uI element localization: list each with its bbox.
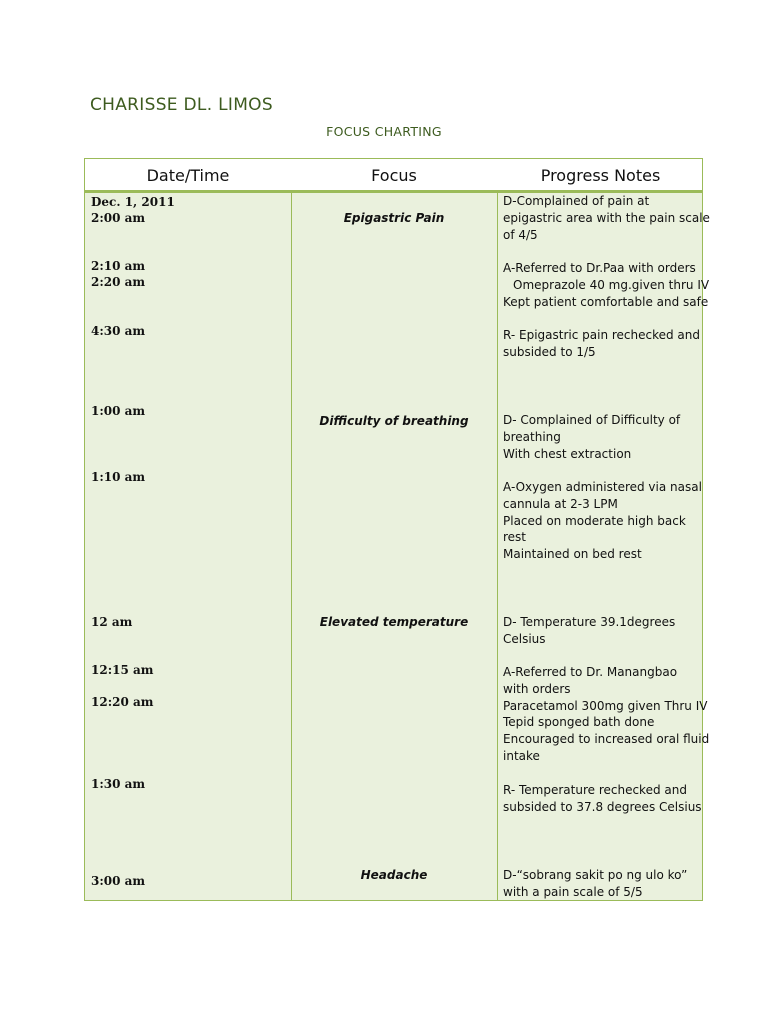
note-line: with orders [503, 681, 571, 696]
note-line: With chest extraction [503, 446, 632, 461]
column-divider [497, 159, 498, 900]
progress-note [503, 193, 710, 243]
table-header [85, 159, 702, 193]
time-cell: 2:00 am [91, 211, 146, 225]
document-title: FOCUS CHARTING [326, 124, 442, 139]
focus-cell: Epigastric Pain [343, 211, 445, 225]
time-cell: 1:00 am [91, 404, 146, 418]
note-line: A-Oxygen administered via nasal [503, 480, 702, 494]
note-line: Tepid sponged bath done [503, 715, 655, 730]
note-line: Celsius [503, 631, 546, 646]
progress-note [503, 260, 710, 310]
time-cell: 12 am [91, 615, 133, 629]
focus-chart-table [84, 158, 710, 901]
note-line: Omeprazole 40 mg.given thru IV [513, 277, 710, 292]
column-divider [291, 159, 292, 900]
time-cell: 2:10 am [91, 259, 146, 273]
note-line: intake [503, 748, 540, 763]
date-cell: Dec. 1, 2011 [91, 195, 175, 209]
note-line: D-Complained of pain at [503, 194, 650, 208]
time-cell: 2:20 am [91, 275, 146, 289]
note-line: D-“sobrang sakit po ng ulo ko” [503, 868, 688, 882]
progress-note [503, 479, 702, 563]
note-line: Paracetamol 300mg given Thru IV [503, 698, 708, 713]
note-line: D- Temperature 39.1degrees [503, 615, 676, 629]
time-cell: 3:00 am [91, 874, 146, 888]
note-line: subsided to 37.8 degrees Celsius [503, 799, 702, 814]
header-focus: Focus [371, 166, 417, 185]
note-line: of 4/5 [503, 227, 538, 242]
note-line: cannula at 2-3 LPM [503, 496, 618, 511]
focus-cell: Elevated temperature [319, 615, 469, 629]
time-cell: 1:30 am [91, 777, 146, 791]
progress-note [503, 412, 699, 462]
note-line: subsided to 1/5 [503, 344, 596, 359]
focus-cell: Difficulty of breathing [319, 414, 469, 428]
header-progress-notes: Progress Notes [540, 166, 661, 185]
note-line: A-Referred to Dr. Manangbao [503, 665, 678, 679]
note-line: D- Complained of Difficulty of [503, 413, 681, 427]
time-cell: 4:30 am [91, 324, 146, 338]
progress-note [503, 867, 699, 901]
time-cell: 12:20 am [91, 695, 154, 709]
progress-note [503, 327, 699, 361]
time-cell: 1:10 am [91, 470, 146, 484]
note-line: Maintained on bed rest [503, 547, 642, 562]
time-cell: 12:15 am [91, 663, 154, 677]
header-date-time: Date/Time [146, 166, 230, 185]
progress-note [503, 614, 699, 648]
note-line: Kept patient comfortable and safe [503, 294, 709, 309]
note-line: Placed on moderate high back [503, 513, 686, 528]
progress-note [503, 664, 710, 765]
progress-note [503, 782, 702, 816]
note-line: A-Referred to Dr.Paa with orders [503, 261, 696, 275]
note-line: Encouraged to increased oral fluid [503, 732, 710, 747]
patient-name: CHARISSE DL. LIMOS [90, 95, 273, 115]
focus-cell: Headache [360, 868, 428, 882]
note-line: epigastric area with the pain scale [503, 210, 710, 225]
note-line: with a pain scale of 5/5 [503, 884, 643, 899]
note-line: R- Epigastric pain rechecked and [503, 328, 701, 342]
note-line: R- Temperature rechecked and [503, 783, 687, 797]
note-line: breathing [503, 429, 561, 444]
note-line: rest [503, 530, 527, 545]
